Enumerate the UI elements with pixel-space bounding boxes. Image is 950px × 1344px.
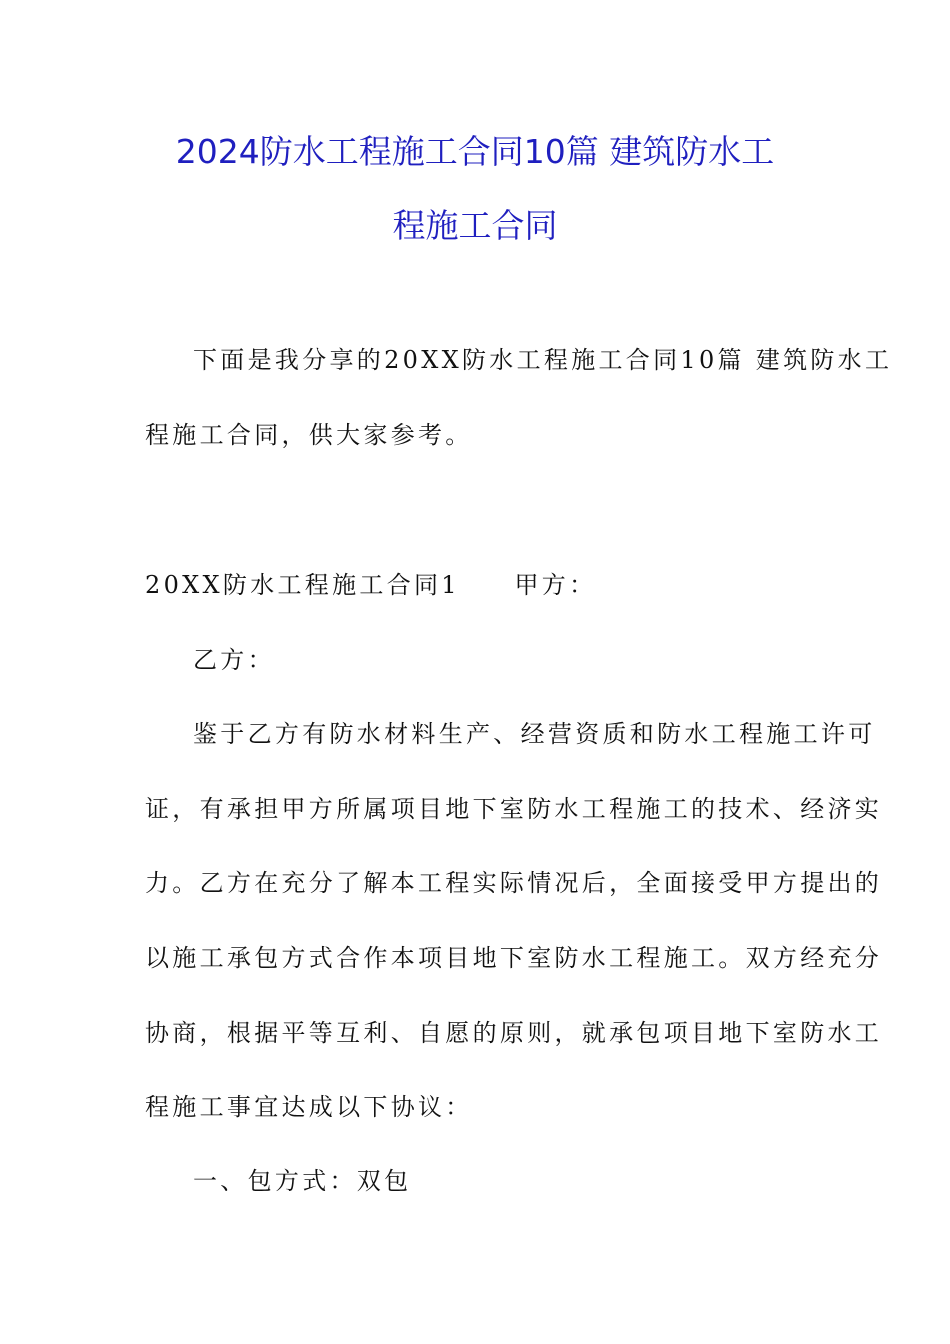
intro-line-2: 程施工合同，供大家参考。	[145, 421, 473, 449]
party-b-label: 乙方：	[193, 646, 275, 674]
contract-heading: 20XX防水工程施工合同1 甲方：	[145, 571, 597, 599]
body-line-6: 程施工事宜达成以下协议：	[145, 1093, 473, 1121]
document-title-line-1: 2024防水工程施工合同10篇 建筑防水工	[175, 132, 775, 171]
body-line-1: 鉴于乙方有防水材料生产、经营资质和防水工程施工许可	[193, 720, 876, 748]
body-line-4: 以施工承包方式合作本项目地下室防水工程施工。双方经充分	[145, 944, 883, 972]
clause-1: 一、包方式：双包	[193, 1167, 412, 1195]
body-line-5: 协商，根据平等互利、自愿的原则，就承包项目地下室防水工	[145, 1019, 883, 1047]
intro-line-1: 下面是我分享的20XX防水工程施工合同10篇 建筑防水工	[193, 346, 893, 374]
body-line-2: 证，有承担甲方所属项目地下室防水工程施工的技术、经济实	[145, 795, 883, 823]
body-line-3: 力。乙方在充分了解本工程实际情况后，全面接受甲方提出的	[145, 869, 883, 897]
document-title-line-2: 程施工合同	[392, 206, 558, 245]
